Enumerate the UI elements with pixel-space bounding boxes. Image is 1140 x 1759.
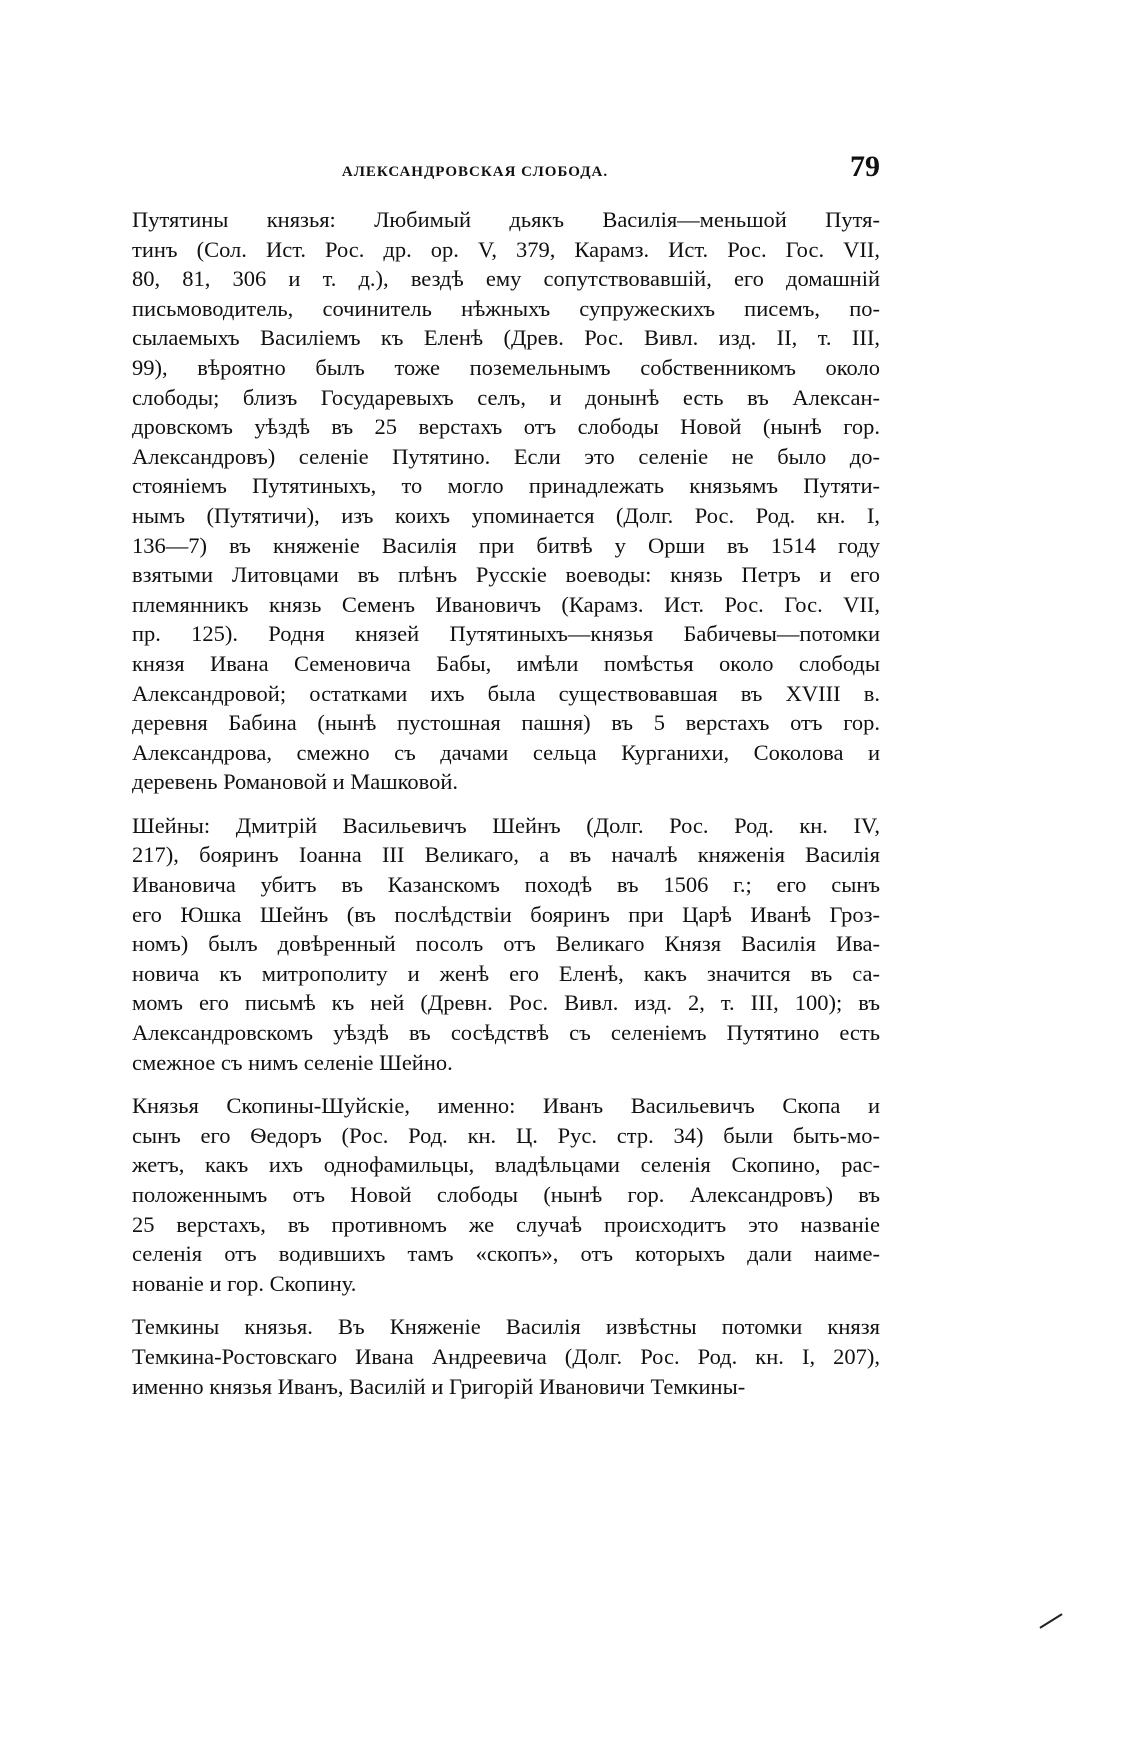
text-line: пр. 125). Родня князей Путятиныхъ—князья Бабичевы—потомки bbox=[132, 621, 880, 647]
running-head bbox=[70, 150, 880, 190]
text-line: смежное съ нимъ селеніе Шейно. bbox=[132, 1049, 453, 1075]
text-line: 25 верстахъ, въ противномъ же случаѣ происходитъ это названіе bbox=[132, 1211, 880, 1237]
paragraph-sheiny bbox=[68, 811, 880, 1077]
text-line: деревня Бабина (нынѣ пустошная пашня) въ 5 верстахъ отъ гор. bbox=[132, 710, 880, 736]
text-line: сылаемыхъ Василіемъ къ Еленѣ (Древ. Рос. Вивл. изд. II, т. III, bbox=[132, 325, 880, 351]
text-line: Путятины князья: Любимый дьякъ Василія—меньшой Путя- bbox=[132, 207, 880, 232]
text-line: нованіе и гор. Скопину. bbox=[132, 1270, 357, 1296]
text-line: Шейны: Дмитрій Васильевичъ Шейнъ (Долг. Рос. Род. кн. IV, bbox=[132, 812, 880, 838]
text-line: стояніемъ Путятиныхъ, то могло принадлежать князьямъ Путяти- bbox=[132, 473, 880, 499]
text-line: деревень Романовой и Машковой. bbox=[132, 769, 459, 795]
text-line: Александровъ) селеніе Путятино. Если это селеніе не было до- bbox=[132, 443, 880, 469]
text-line: его Юшка Шейнъ (въ послѣдствіи бояринъ при Царѣ Иванѣ Гроз- bbox=[132, 901, 880, 927]
text-line: 80, 81, 306 и т. д.), вездѣ ему сопутствовавшій, его домашній bbox=[132, 266, 880, 292]
page-number: 79 bbox=[850, 150, 880, 183]
text-line: Ивановича убитъ въ Казанскомъ походѣ въ 1506 г.; его сынъ bbox=[132, 872, 880, 898]
text-line: Темкина-Ростовскаго Ивана Андреевича (Долг. Рос. Род. кн. I, 207), bbox=[132, 1343, 880, 1369]
text-line: Александровскомъ уѣздѣ въ сосѣдствѣ съ селеніемъ Путятино есть bbox=[132, 1020, 880, 1046]
text-line: именно князья Иванъ, Василій и Григорій Ивановичи Темкины- bbox=[132, 1373, 746, 1399]
paragraph-skopiny bbox=[68, 1091, 880, 1298]
running-title: АЛЕКСАНДРОВСКАЯ СЛОБОДА. bbox=[341, 164, 609, 180]
text-line: положеннымъ отъ Новой слободы (нынѣ гор. Александровъ) въ bbox=[132, 1182, 880, 1207]
body-text bbox=[68, 205, 880, 1401]
text-line: Темкины князья. Въ Княженіе Василія извѣстны потомки князя bbox=[132, 1314, 880, 1340]
text-line: тинъ (Сол. Ист. Рос. др. ор. V, 379, Карамз. Ист. Рос. Гос. VII, bbox=[132, 236, 880, 262]
text-line: племянникъ князь Семенъ Ивановичъ (Карамз. Ист. Рос. Гос. VII, bbox=[132, 591, 880, 617]
text-line: новича къ митрополиту и женѣ его Еленѣ, какъ значится въ са- bbox=[132, 960, 880, 986]
text-line: князя Ивана Семеновича Бабы, имѣли помѣстья около слободы bbox=[132, 650, 880, 676]
text-line: дровскомъ уѣздѣ въ 25 верстахъ отъ слободы Новой (нынѣ гор. bbox=[132, 414, 880, 440]
text-line: взятыми Литовцами въ плѣнъ Русскіе воеводы: князь Петръ и его bbox=[132, 562, 880, 588]
pen-mark bbox=[1039, 1613, 1062, 1628]
text-line: письмоводитель, сочинитель нѣжныхъ супружескихъ писемъ, по- bbox=[132, 295, 880, 321]
text-line: 99), вѣроятно былъ тоже поземельнымъ собственникомъ около bbox=[132, 354, 880, 380]
text-line: селенія отъ водившихъ тамъ «скопъ», отъ которыхъ дали наиме- bbox=[132, 1241, 880, 1267]
text-line: номъ) былъ довѣренный посолъ отъ Великаго Князя Василія Ива- bbox=[132, 931, 880, 957]
paragraph-putyatiny bbox=[68, 205, 880, 797]
text-line: 136—7) въ княженіе Василія при битвѣ у Орши въ 1514 году bbox=[132, 532, 880, 558]
text-line: слободы; близъ Государевыхъ селъ, и донынѣ есть въ Алексан- bbox=[132, 384, 880, 410]
text-line: нымъ (Путятичи), изъ коихъ упоминается (Долг. Рос. Род. кн. I, bbox=[132, 502, 880, 528]
text-line: момъ его письмѣ къ ней (Древн. Рос. Вивл. изд. 2, т. III, 100); въ bbox=[132, 990, 880, 1016]
text-line: Князья Скопины-Шуйскіе, именно: Иванъ Васильевичъ Скопа и bbox=[132, 1093, 880, 1119]
paragraph-temkiny bbox=[68, 1312, 880, 1401]
text-line: Александровой; остатками ихъ была существовавшая въ XVIII в. bbox=[132, 680, 880, 706]
text-line: жетъ, какъ ихъ однофамильцы, владѣльцами селенія Скопино, рас- bbox=[132, 1152, 880, 1178]
text-line: сынъ его Ѳедоръ (Рос. Род. кн. Ц. Рус. стр. 34) были быть-мо- bbox=[132, 1122, 880, 1148]
text-line: Александрова, смежно съ дачами сельца Курганихи, Соколова и bbox=[132, 739, 880, 765]
text-line: 217), бояринъ Іоанна III Великаго, а въ началѣ княженія Василія bbox=[132, 842, 880, 868]
